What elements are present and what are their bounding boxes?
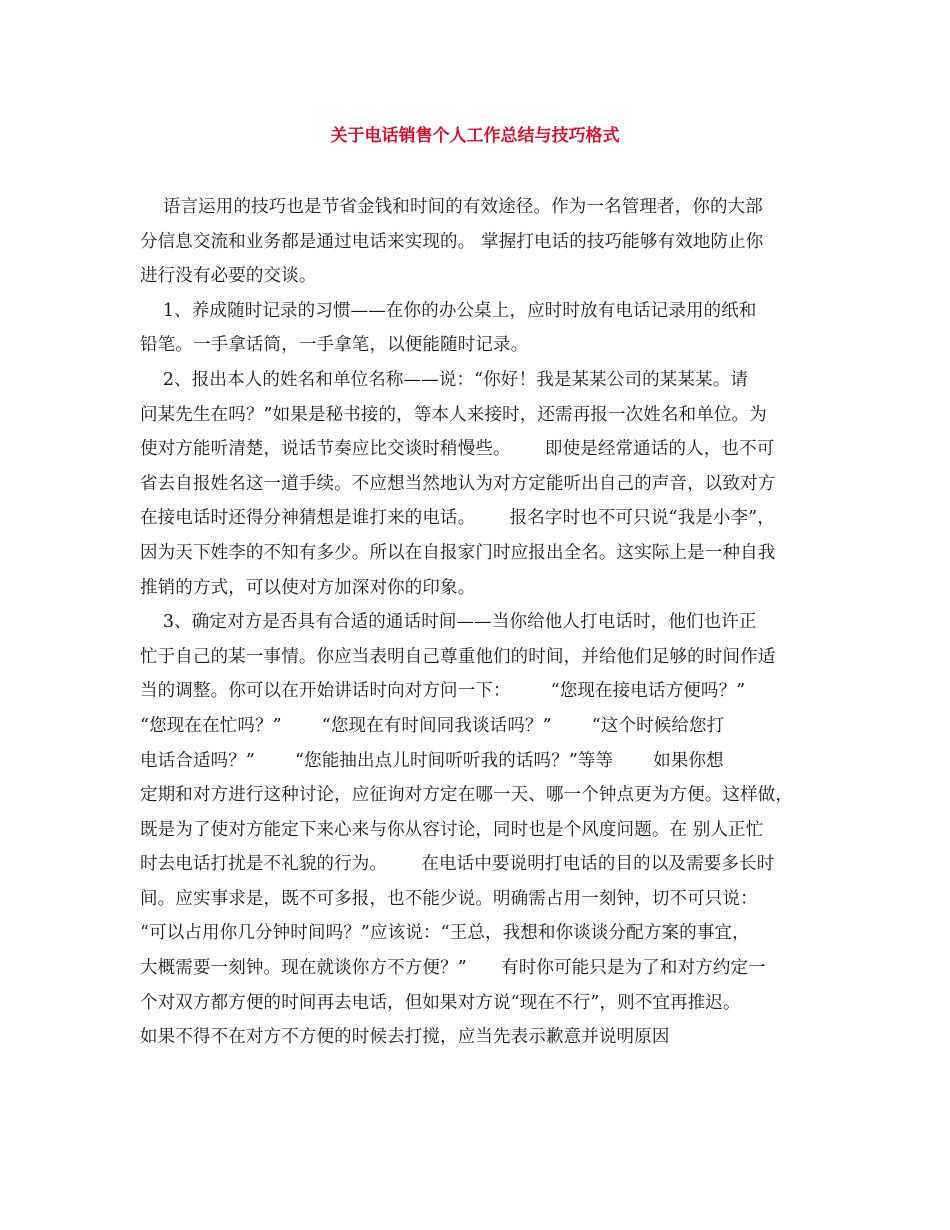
text-line: 在接电话时还得分神猜想是谁打来的电话。 报名字时也不可只说“我是小李”，: [140, 508, 775, 529]
text-line: 既是为了使对方能定下来心来与你从容讨论，同时也是个风度问题。在 别人正忙: [140, 819, 764, 840]
text-line: “可以占用你几分钟时间吗？”应该说：“王总，我想和你谈谈分配方案的事宜，: [140, 923, 750, 944]
text-line: 分信息交流和业务都是通过电话来实现的。 掌握打电话的技巧能够有效地防止你: [140, 231, 764, 252]
text-line: 如果不得不在对方不方便的时候去打搅，应当先表示歉意并说明原因: [140, 1027, 670, 1048]
text-line: 定期和对方进行这种讨论，应征询对方定在哪一天、哪一个钟点更为方便。这样做，: [140, 785, 794, 806]
text-line: “您现在在忙吗？” “您现在有时间同我谈话吗？” “这个时候给您打: [140, 715, 725, 736]
document-body: [140, 190, 830, 1055]
text-line: 铅笔。一手拿话筒，一手拿笔，以便能随时记录。: [140, 335, 529, 356]
text-line: 问某先生在吗？”如果是秘书接的，等本人来接时，还需再报一次姓名和单位。为: [140, 404, 767, 425]
text-line: 2、报出本人的姓名和单位名称——说：“你好！我是某某公司的某某某。请: [140, 369, 749, 390]
text-line: 电话合适吗？” “您能抽出点儿时间听听我的话吗？”等等 如果你想: [140, 750, 724, 771]
text-line: 大概需要一刻钟。现在就谈你方不方便？” 有时你可能只是为了和对方约定一: [140, 958, 766, 979]
text-line: 使对方能听清楚，说话节奏应比交谈时稍慢些。 即使是经常通话的人，也不可: [140, 439, 775, 460]
text-line: 当的调整。你可以在开始讲话时向对方问一下： “您现在接电话方便吗？”: [140, 681, 746, 702]
text-line: 3、确定对方是否具有合适的通话时间——当你给他人打电话时，他们也许正: [140, 612, 757, 633]
text-line: 进行没有必要的交谈。: [140, 266, 317, 287]
text-line: 省去自报姓名这一道手续。不应想当然地认为对方定能听出自己的声音，以致对方: [140, 473, 776, 494]
text-line: 推销的方式，可以使对方加深对你的印象。: [140, 577, 476, 598]
text-line: 间。应实事求是，既不可多报，也不能少说。明确需占用一刻钟，切不可只说：: [140, 888, 758, 909]
page-title: 关于电话销售个人工作总结与技巧格式: [330, 126, 620, 146]
text-line: 时去电话打扰是不礼貌的行为。 在电话中要说明打电话的目的以及需要多长时: [140, 854, 775, 875]
text-line: 语言运用的技巧也是节省金钱和时间的有效途径。作为一名管理者，你的大部: [140, 197, 763, 217]
text-line: 1、养成随时记录的习惯——在你的办公桌上，应时时放有电话记录用的纸和: [140, 300, 757, 321]
text-line: 个对双方都方便的时间再去电话，但如果对方说“现在不行”，则不宜再推迟。: [140, 992, 741, 1013]
text-line: 因为天下姓李的不知有多少。所以在自报家门时应报出全名。这实际上是一种自我: [140, 542, 776, 563]
text-line: 忙于自己的某一事情。你应当表明自己尊重他们的时间，并给他们足够的时间作适: [140, 646, 776, 667]
